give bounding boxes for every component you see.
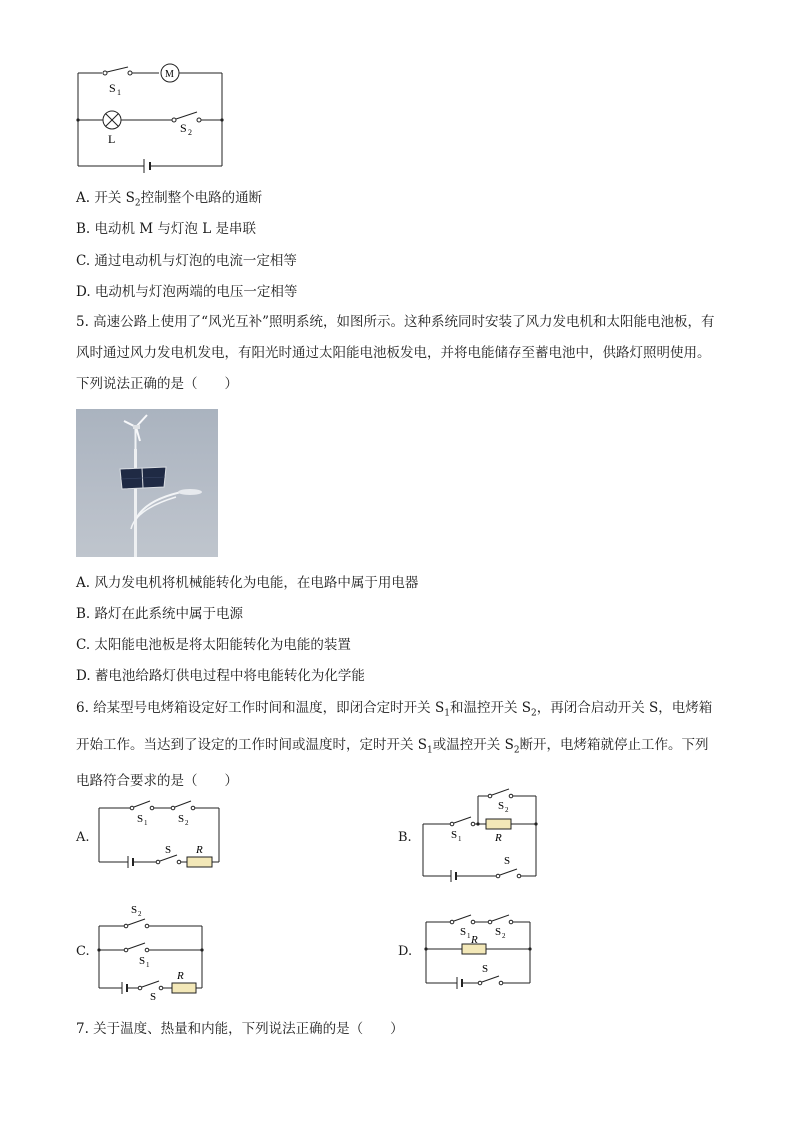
svg-text:S: S <box>150 991 157 1002</box>
svg-text:1: 1 <box>117 88 121 97</box>
q5-stem: 5. 高速公路上使用了“风光互补”照明系统，如图所示。这种系统同时安装了风力发电机和太阳能电池板，有风时通过风力发电机发电，有阳光时通过太阳能电池板发电，并将电能储存至蓄电池中，供路灯照明使用。下列说法正确的是（ ） <box>76 314 715 392</box>
svg-text:1: 1 <box>144 819 148 827</box>
svg-text:R: R <box>177 970 184 982</box>
q6-option-a-label: A. <box>76 830 90 845</box>
motor-label: M <box>165 69 174 80</box>
q5-option-d: D. 蓄电池给路灯供电过程中将电能转化为化学能 <box>76 668 365 684</box>
q4-s1-label: S <box>109 81 116 95</box>
q6-circuit-b <box>418 788 544 884</box>
svg-text:R: R <box>471 934 478 946</box>
svg-text:R: R <box>196 844 203 856</box>
svg-text:S: S <box>139 955 146 967</box>
svg-text:1: 1 <box>146 961 150 969</box>
svg-text:S: S <box>495 926 502 938</box>
svg-text:S: S <box>504 855 511 867</box>
q6-option-c-label: C. <box>76 944 90 959</box>
q6-circuit-d <box>420 908 538 994</box>
q4-option-d: D. 电动机与灯泡两端的电压一定相等 <box>76 284 298 300</box>
q4-option-b: B. 电动机 M 与灯泡 L 是串联 <box>76 221 256 237</box>
svg-text:2: 2 <box>138 910 142 918</box>
q5-option-b: B. 路灯在此系统中属于电源 <box>76 606 244 622</box>
q6-circuit-a <box>95 798 225 870</box>
svg-text:R: R <box>495 832 502 844</box>
q6-option-d-label: D. <box>398 944 413 959</box>
q4-option-c: C. 通过电动机与灯泡的电流一定相等 <box>76 253 297 269</box>
svg-text:S: S <box>482 963 489 975</box>
svg-text:S: S <box>498 800 505 812</box>
q7-stem: 7. 关于温度、热量和内能，下列说法正确的是（ ） <box>76 1021 404 1037</box>
svg-text:S: S <box>131 904 138 916</box>
svg-text:S: S <box>451 829 458 841</box>
q6-stem: 6. 给某型号电烤箱设定好工作时间和温度，即闭合定时开关 $S_1$和温控开关 $S_2$，再闭合启动开关 S，电烤箱开始工作。当达到了设定的工作时间或温度时，定时开关 $S_1$或温控开关 $S_2$断开，电烤箱就停止工作。下列电路符合要求的是（ ） <box>76 700 713 790</box>
svg-text:2: 2 <box>502 932 506 940</box>
svg-text:S: S <box>165 844 172 856</box>
svg-text:1: 1 <box>458 835 462 843</box>
q4-s2-label: S <box>180 121 187 135</box>
svg-text:2: 2 <box>505 806 509 814</box>
street-light-photo <box>76 409 218 557</box>
svg-text:2: 2 <box>188 128 192 137</box>
q5-option-c: C. 太阳能电池板是将太阳能转化为电能的装置 <box>76 637 351 653</box>
q6-option-b-label: B. <box>398 830 412 845</box>
svg-text:S: S <box>460 926 467 938</box>
q5-option-a: A. 风力发电机将机械能转化为电能，在电路中属于用电器 <box>76 575 419 591</box>
svg-text:1: 1 <box>467 932 471 940</box>
q4-option-a: A. 开关 $S_2$控制整个电路的通断 <box>76 190 263 209</box>
q6-circuit-c <box>94 902 210 1002</box>
lamp-label: L <box>108 132 116 146</box>
svg-text:S: S <box>178 813 185 825</box>
svg-text:2: 2 <box>185 819 189 827</box>
svg-text:S: S <box>137 813 144 825</box>
q4-circuit-diagram <box>70 58 232 173</box>
